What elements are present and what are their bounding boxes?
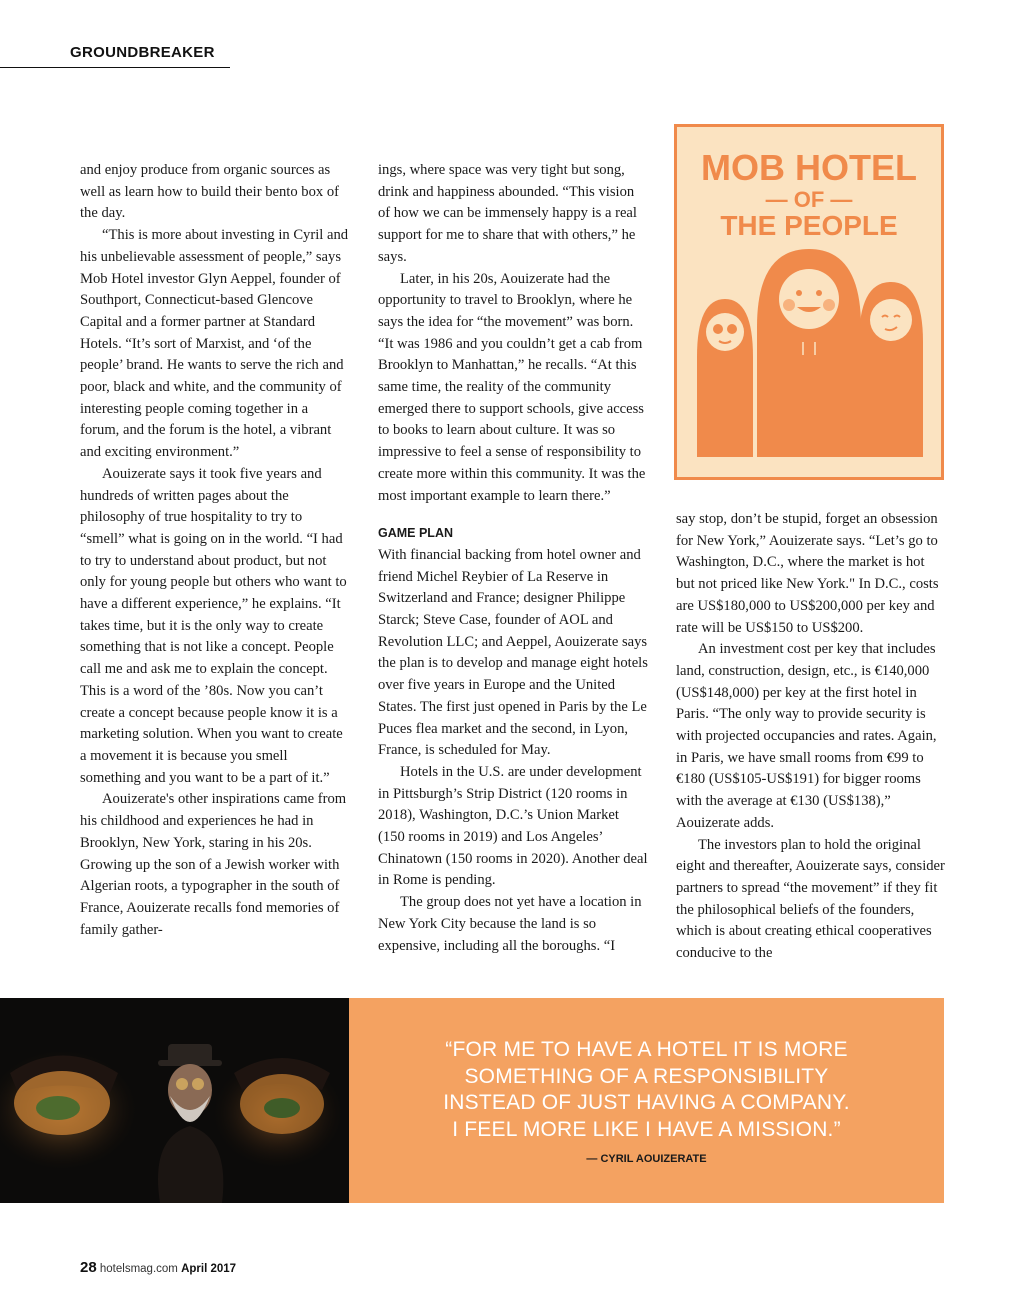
page-footer [80, 1259, 236, 1276]
logo-line-2: — OF — [765, 187, 853, 212]
mob-hotel-logo [674, 124, 944, 480]
logo-line-1: MOB HOTEL [701, 147, 917, 188]
article-column-3 [676, 509, 946, 965]
paragraph: “This is more about investing in Cyril and his unbelievable assessment of people,” says Mob Hotel investor Glyn Aeppel, founder of Southport, Connecticut-based Glencove Capital and a former partner at Standard Hotels. “It’s sort of Marxist, and ‘of the people’ brand. He wants to serve the rich and poor, black and white, and the community of interesting people coming together in a forum, and the forum is the hotel, a vibrant and exciting environment.” [80, 227, 349, 461]
quote-attribution: — CYRIL AOUIZERATE [586, 1153, 707, 1165]
subhead: GAME PLAN [378, 526, 453, 541]
quote-line: “FOR ME TO HAVE A HOTEL IT IS MORE [445, 1038, 848, 1061]
portrait-photo [0, 998, 349, 1203]
photo-illustration [0, 998, 349, 1203]
site-url: hotelsmag.com [99, 1263, 178, 1275]
article-column-1 [80, 160, 350, 941]
paragraph: Hotels in the U.S. are under development in Pittsburgh’s Strip District (120 rooms in 2018), Washington, D.C.’s Union Market (150 rooms in 2019) and Los Angeles’ Chinatown (150 rooms in 2020). Another deal in Rome is pending. [378, 763, 648, 889]
paragraph: and enjoy produce from organic sources as well as learn how to build their bento box of the day. [80, 162, 339, 222]
paragraph: ings, where space was very tight but song, drink and happiness abounded. “This vision of how we can be immensely happy is a real support for me to share that with others,” he says. [378, 162, 637, 265]
quote-line: SOMETHING OF A RESPONSIBILITY [464, 1064, 829, 1088]
quote-line: I FEEL MORE LIKE I HAVE A MISSION.” [452, 1117, 841, 1141]
matryoshka-illustration [677, 127, 941, 477]
article-column-2 [378, 160, 648, 957]
paragraph: An investment cost per key that includes land, construction, design, etc., is €140,000 (US$148,000) per key at the first hotel in Paris. “The only way to provide security is with projected occupancies and rates. Again, in Paris, we have small rooms from €99 to €180 (US$105-US$191) for bigger rooms with the average at €130 (US$138),” Aouizerate adds. [676, 641, 937, 831]
section-label: GROUNDBREAKER [70, 44, 215, 61]
quote-line: INSTEAD OF JUST HAVING A COMPANY. [443, 1091, 850, 1114]
paragraph: say stop, don’t be stupid, forget an obsession for New York,” Aouizerate says. “Let’s go to Washington, D.C., where the market is hot but not priced like New York." In D.C., costs are US$180,000 to US$200,000 per key and rate will be US$150 to US$200. [676, 511, 939, 636]
paragraph: Aouizerate says it took five years and hundreds of written pages about the philosophy of true hospitality to try to “smell” what is going on in the world. “I had to try to understand about product, but not only for young people but others who want to have a different experience,” he explains. “It takes time, but it is the only way to create something that is not like a concept. People call me and ask me to explain the concept. This is a word of the ’80s. Now you can’t create a concept because people know it is a marketing solution. When you want to create a movement it is because you smell something and you want to be a part of it.” [80, 465, 347, 786]
section-rule [0, 67, 230, 68]
logo-line-3: THE PEOPLE [720, 210, 898, 241]
pull-quote-text [349, 1037, 944, 1143]
issue-date: April 2017 [181, 1263, 237, 1275]
paragraph: Aouizerate's other inspirations came from his childhood and experiences he had in Brooklyn, New York, staring in his 20s. Growing up the son of a Jewish worker with Algerian roots, a typographer in the south of France, Aouizerate recalls fond memories of family gather- [80, 791, 347, 938]
paragraph: The group does not yet have a location in New York City because the land is so expensive, including all the boroughs. “I [378, 894, 642, 954]
paragraph: With financial backing from hotel owner and friend Michel Reybier of La Reserve in Switzerland and France; designer Philippe Starck; Steve Case, founder of AOL and Revolution LLC; and Aeppel, Aouizerate says the plan is to develop and manage eight hotels over five years in Europe and the United States. The first just opened in Paris by the Le Puces flea market and the second, in Lyon, France, is scheduled for May. [378, 546, 648, 759]
pull-quote [349, 998, 944, 1203]
paragraph: The investors plan to hold the original eight and thereafter, Aouizerate says, consider partners to spread “the movement” if they fit the philosophical beliefs of the founders, which is about creating ethical cooperatives conducive to the [676, 836, 945, 962]
page-number: 28 [80, 1259, 97, 1276]
paragraph: Later, in his 20s, Aouizerate had the opportunity to travel to Brooklyn, where he says the idea for “the movement” was born. “It was 1986 and you couldn’t get a cab from Brooklyn to Manhattan,” he recalls. “At this same time, the reality of the community emerged there to support schools, give access to books to learn about culture. It was so impressive to feel a sense of responsibility to create more within this community. It was the most important example to learn there.” [378, 270, 646, 504]
